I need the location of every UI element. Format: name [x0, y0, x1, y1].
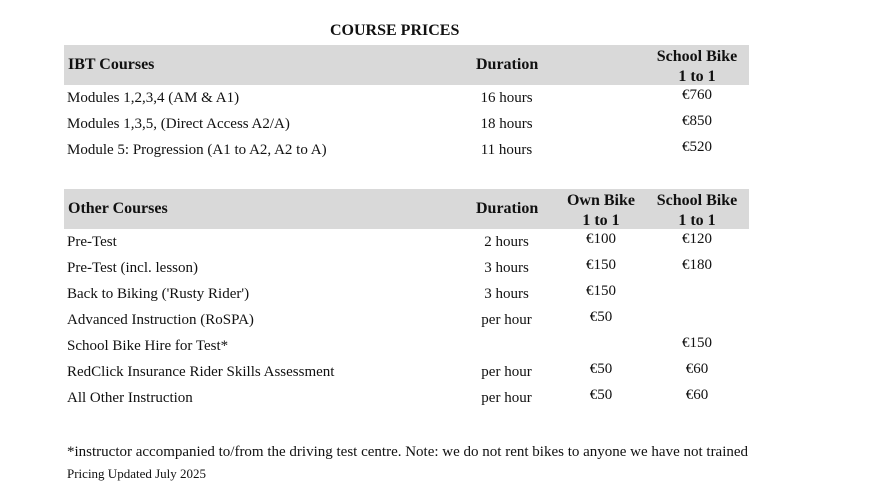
course-duration: per hour: [481, 364, 532, 380]
school-bike-price: €120: [682, 231, 712, 247]
course-name: All Other Instruction: [67, 390, 193, 406]
course-duration: 2 hours: [484, 234, 529, 250]
other-header-own-bike: [560, 191, 642, 231]
course-duration: 18 hours: [480, 116, 533, 132]
own-bike-price: €150: [586, 257, 616, 273]
table-row: [64, 137, 749, 163]
table-row: [64, 85, 749, 111]
ibt-header-duration: Duration: [476, 56, 539, 73]
own-bike-price: €50: [589, 309, 613, 325]
course-duration: 3 hours: [484, 286, 529, 302]
other-header-school-bike-line1: School Bike: [656, 192, 738, 209]
table-row: [64, 359, 749, 385]
ibt-header-school-bike-line1: School Bike: [656, 48, 738, 65]
ibt-header-label: IBT Courses: [68, 56, 155, 73]
ibt-table-header: [64, 45, 749, 85]
ibt-courses-table: [64, 45, 749, 163]
own-bike-price: €50: [589, 361, 613, 377]
other-header-duration: Duration: [476, 200, 539, 217]
course-name: Modules 1,2,3,4 (AM & A1): [67, 90, 240, 106]
other-header-own-bike-line1: Own Bike: [566, 192, 635, 209]
course-name: Modules 1,3,5, (Direct Access A2/A): [67, 116, 290, 132]
course-name: RedClick Insurance Rider Skills Assessment: [67, 364, 335, 380]
school-bike-price: €180: [682, 257, 712, 273]
page-title: COURSE PRICES: [330, 22, 460, 39]
course-name: Advanced Instruction (RoSPA): [67, 312, 254, 328]
course-name: Pre-Test (incl. lesson): [67, 260, 199, 276]
course-duration: 3 hours: [484, 260, 529, 276]
course-name: Pre-Test: [67, 234, 117, 250]
own-bike-price: €150: [586, 283, 616, 299]
other-courses-table: [64, 189, 749, 411]
course-name: Module 5: Progression (A1 to A2, A2 to A): [67, 142, 327, 158]
other-header-label: Other Courses: [68, 200, 168, 217]
table-row: [64, 307, 749, 333]
pricing-updated-note: Pricing Updated July 2025: [67, 466, 207, 481]
school-bike-price: €760: [682, 87, 712, 103]
ibt-header-school-bike: [649, 47, 745, 87]
course-name: School Bike Hire for Test*: [67, 338, 229, 354]
course-name: Back to Biking ('Rusty Rider'): [67, 286, 250, 302]
course-duration: per hour: [481, 390, 532, 406]
school-bike-price: €60: [685, 361, 709, 377]
course-duration: 11 hours: [480, 142, 533, 158]
school-bike-price: €60: [685, 387, 709, 403]
other-header-school-bike-line2: 1 to 1: [678, 212, 716, 229]
other-header-school-bike: [649, 191, 745, 231]
other-table-header: [64, 189, 749, 229]
school-bike-price: €850: [682, 113, 712, 129]
table-row: [64, 281, 749, 307]
table-row: [64, 255, 749, 281]
footnote: *instructor accompanied to/from the driving test centre. Note: we do not rent bikes to anyone we have not trained: [67, 444, 749, 460]
school-bike-price: €150: [682, 335, 712, 351]
school-bike-price: €520: [682, 139, 712, 155]
ibt-header-school-bike-line2: 1 to 1: [678, 68, 716, 85]
table-row: [64, 385, 749, 411]
table-row: [64, 333, 749, 359]
own-bike-price: €100: [586, 231, 616, 247]
other-header-own-bike-line2: 1 to 1: [582, 212, 620, 229]
table-row: [64, 111, 749, 137]
own-bike-price: €50: [589, 387, 613, 403]
course-duration: per hour: [481, 312, 532, 328]
table-row: [64, 229, 749, 255]
course-duration: 16 hours: [480, 90, 533, 106]
